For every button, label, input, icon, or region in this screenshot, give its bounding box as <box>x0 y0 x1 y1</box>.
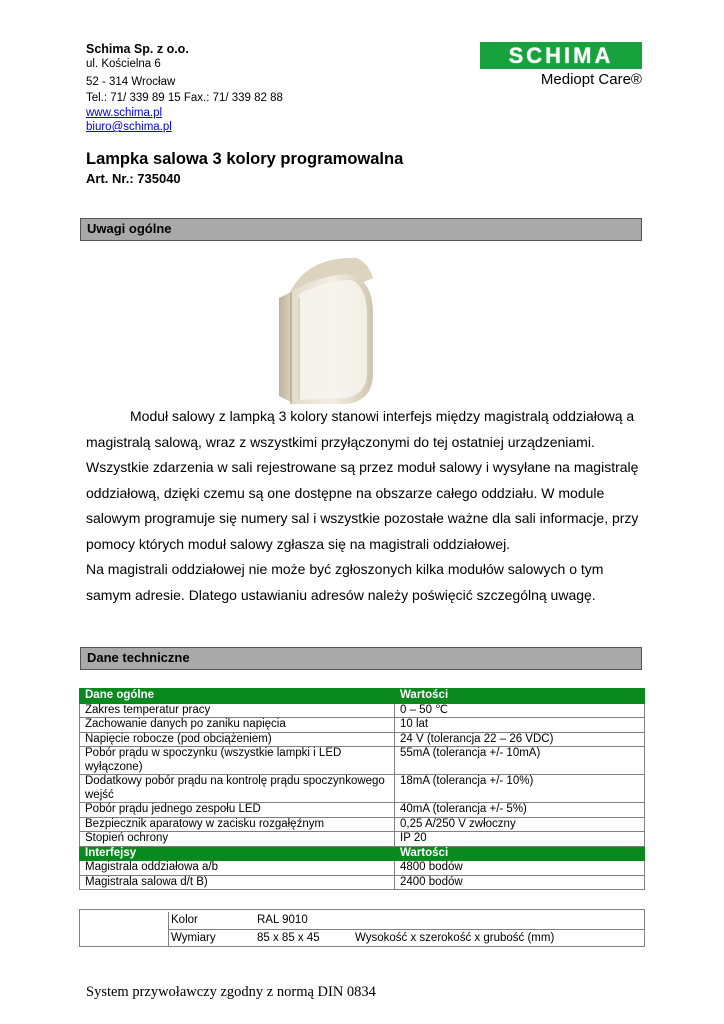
dimensions-label: Wymiary <box>171 932 216 944</box>
value-cell: 55mA (tolerancja +/- 10mA) <box>395 747 645 775</box>
parameter-cell: Bezpiecznik aparatowy w zacisku rozgałęźnym <box>80 817 395 832</box>
table-row <box>80 817 645 832</box>
color-dimensions-box <box>79 909 645 947</box>
description <box>86 404 646 608</box>
document-title: Lampka salowa 3 kolory programowalna <box>86 150 404 168</box>
section-technical-title: Dane techniczne <box>87 650 190 665</box>
parameter-cell: Magistrala oddziałowa a/b <box>80 861 395 876</box>
value-cell: 40mA (tolerancja +/- 5%) <box>395 803 645 818</box>
table-row <box>80 803 645 818</box>
footer-note: System przywoławczy zgodny z normą DIN 0834 <box>86 984 376 1000</box>
section-general-title: Uwagi ogólne <box>87 221 172 236</box>
value-cell: 0 – 50 ℃ <box>395 703 645 718</box>
company-name: Schima Sp. z o.o. <box>86 42 189 56</box>
color-row <box>168 912 644 930</box>
section-technical-header <box>80 647 642 670</box>
general-header-row <box>80 689 645 704</box>
table-row <box>80 718 645 733</box>
logo-tagline: Mediopt Care® <box>540 71 642 88</box>
table-row <box>80 875 645 890</box>
table-row <box>80 832 645 847</box>
table-row <box>80 861 645 876</box>
value-cell: 2400 bodów <box>395 875 645 890</box>
parameter-cell: Dane ogólne <box>80 689 395 704</box>
company-street: ul. Kościelna 6 <box>86 58 161 70</box>
article-number: Art. Nr.: 735040 <box>86 171 181 186</box>
parameter-cell: Zachowanie danych po zaniku napięcia <box>80 718 395 733</box>
company-phone-fax: Tel.: 71/ 339 89 15 Fax.: 71/ 339 82 88 <box>86 92 283 104</box>
product-image <box>277 254 377 406</box>
value-cell: IP 20 <box>395 832 645 847</box>
interfaces-header-row <box>80 846 645 861</box>
parameter-cell: Zakres temperatur pracy <box>80 703 395 718</box>
section-general-header <box>80 218 642 241</box>
dimensions-row <box>168 930 644 947</box>
description-paragraph-1: Moduł salowy z lampką 3 kolory stanowi interfejs między magistralą oddziałową a magistralą salową, wraz z wszystkimi przyłączonymi do tej ostatniej urządzeniami. Wszystkie zdarzenia w sali rejestrowane są przez moduł salowy i wysyłane na magistralę oddziałową, dzięki czemu są one dostępne na obszarze całego oddziału. W module salowym programuje się numery sal i wszystkie pozostałe ważne dla sali informacje, przy pomocy których moduł salowy zgłasza się na magistrali oddziałowej. <box>86 408 639 552</box>
table-row <box>80 747 645 775</box>
parameter-cell: Magistrala salowa d/t B) <box>80 875 395 890</box>
company-email-link[interactable]: biuro@schima.pl <box>86 121 172 133</box>
technical-data-table <box>79 688 645 890</box>
parameter-cell: Dodatkowy pobór prądu na kontrolę prądu spoczynkowego wejść <box>80 775 395 803</box>
color-value: RAL 9010 <box>257 914 308 926</box>
parameter-cell: Napięcie robocze (pod obciążeniem) <box>80 732 395 747</box>
table-row <box>80 703 645 718</box>
schima-logo <box>480 42 642 69</box>
value-cell: 0,25 A/250 V zwłoczny <box>395 817 645 832</box>
table-row <box>80 732 645 747</box>
company-city: 52 - 314 Wrocław <box>86 76 176 88</box>
parameter-cell: Pobór prądu jednego zespołu LED <box>80 803 395 818</box>
parameter-cell: Stopień ochrony <box>80 832 395 847</box>
dimensions-note: Wysokość x szerokość x grubość (mm) <box>355 932 555 944</box>
company-website-link[interactable]: www.schima.pl <box>86 107 163 119</box>
logo-text: SCHIMA <box>508 42 614 68</box>
value-cell: Wartości <box>395 846 645 861</box>
table-row <box>80 775 645 803</box>
parameter-cell: Interfejsy <box>80 846 395 861</box>
dimensions-value: 85 x 85 x 45 <box>257 932 320 944</box>
parameter-cell: Pobór prądu w spoczynku (wszystkie lampki i LED wyłączone) <box>80 747 395 775</box>
value-cell: 18mA (tolerancja +/- 10%) <box>395 775 645 803</box>
value-cell: 4800 bodów <box>395 861 645 876</box>
color-label: Kolor <box>171 914 198 926</box>
value-cell: 24 V (tolerancja 22 – 26 VDC) <box>395 732 645 747</box>
description-paragraph-2: Na magistrali oddziałowej nie może być zgłoszonych kilka modułów salowych o tym samym adresie. Dlatego ustawianiu adresów należy poświęcić szczególną uwagę. <box>86 561 604 603</box>
value-cell: Wartości <box>395 689 645 704</box>
value-cell: 10 lat <box>395 718 645 733</box>
